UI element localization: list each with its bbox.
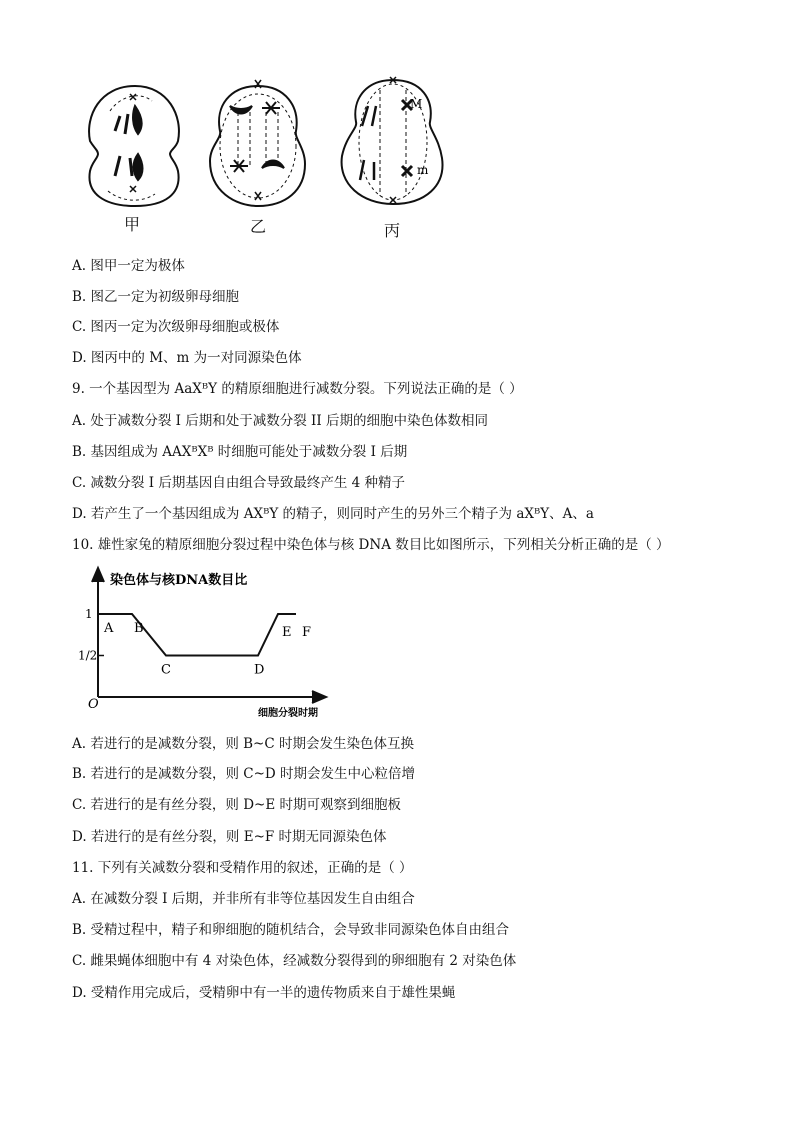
q11-option-c: C. 雌果蝇体细胞中有 4 对染色体，经减数分裂得到的卵细胞有 2 对染色体 — [72, 953, 517, 969]
q9-option-b: B. 基因组成为 AAXᴮXᴮ 时细胞可能处于减数分裂 I 后期 — [72, 444, 408, 460]
q10-chart — [80, 562, 340, 722]
q8-option-b: B. 图乙一定为初级卵母细胞 — [72, 289, 240, 305]
origin-label: O — [88, 697, 99, 712]
label-m: m — [417, 163, 429, 177]
y-tick-label: 1 — [85, 607, 93, 621]
point-label-e: E — [282, 625, 292, 640]
q10-option-a: A. 若进行的是减数分裂，则 B~C 时期会发生染色体互换 — [72, 736, 414, 752]
series-line — [98, 614, 296, 656]
point-label-b: B — [134, 621, 144, 636]
chart-title: 染色体与核DNA数目比 — [110, 573, 248, 588]
q10-option-c: C. 若进行的是有丝分裂，则 D~E 时期可观察到细胞板 — [72, 797, 402, 813]
point-label-a: A — [104, 621, 114, 636]
x-axis-label: 细胞分裂时期 — [258, 708, 318, 719]
q11-option-a: A. 在减数分裂 I 后期，并非所有非等位基因发生自由组合 — [72, 891, 415, 907]
x-axis-arrow — [312, 691, 326, 703]
point-label-d: D — [254, 662, 265, 678]
q10-stem: 10. 雄性家兔的精原细胞分裂过程中染色体与核 DNA 数目比如图所示，下列相关分析正确的是（ ） — [72, 537, 670, 553]
label-M: M — [410, 97, 423, 111]
q9-option-a: A. 处于减数分裂 I 后期和处于减数分裂 II 后期的细胞中染色体数相同 — [72, 413, 488, 429]
q11-stem: 11. 下列有关减数分裂和受精作用的叙述，正确的是（ ） — [72, 860, 413, 876]
q9-option-c: C. 减数分裂 I 后期基因自由组合导致最终产生 4 种精子 — [72, 475, 406, 491]
cell-bing — [342, 77, 443, 204]
point-label-c: C — [161, 662, 171, 678]
cell-jia — [89, 86, 179, 206]
y-tick-label: 1/2 — [78, 648, 98, 663]
q11-option-d: D. 受精作用完成后，受精卵中有一半的遗传物质来自于雄性果蝇 — [72, 985, 456, 1001]
label-jia: 甲 — [124, 215, 141, 234]
q8-option-c: C. 图丙一定为次级卵母细胞或极体 — [72, 319, 280, 335]
y-axis-arrow — [92, 568, 104, 582]
q9-stem: 9. 一个基因型为 AaXᴮY 的精原细胞进行减数分裂。下列说法正确的是（ ） — [72, 381, 523, 397]
label-yi: 乙 — [250, 217, 267, 236]
q10-option-d: D. 若进行的是有丝分裂，则 E~F 时期无同源染色体 — [72, 829, 387, 845]
cell-yi — [210, 80, 305, 206]
q8-option-d: D. 图丙中的 M、m 为一对同源染色体 — [72, 350, 302, 366]
q9-option-d: D. 若产生了一个基因组成为 AXᴮY 的精子，则同时产生的另外三个精子为 aXᴮY、A、a — [72, 506, 594, 522]
q11-option-b: B. 受精过程中，精子和卵细胞的随机结合，会导致非同源染色体自由组合 — [72, 922, 510, 938]
q10-option-b: B. 若进行的是减数分裂，则 C~D 时期会发生中心粒倍增 — [72, 766, 416, 782]
point-label-f: F — [302, 625, 312, 640]
label-bing: 丙 — [384, 221, 401, 240]
q8-option-a: A. 图甲一定为极体 — [72, 258, 185, 274]
